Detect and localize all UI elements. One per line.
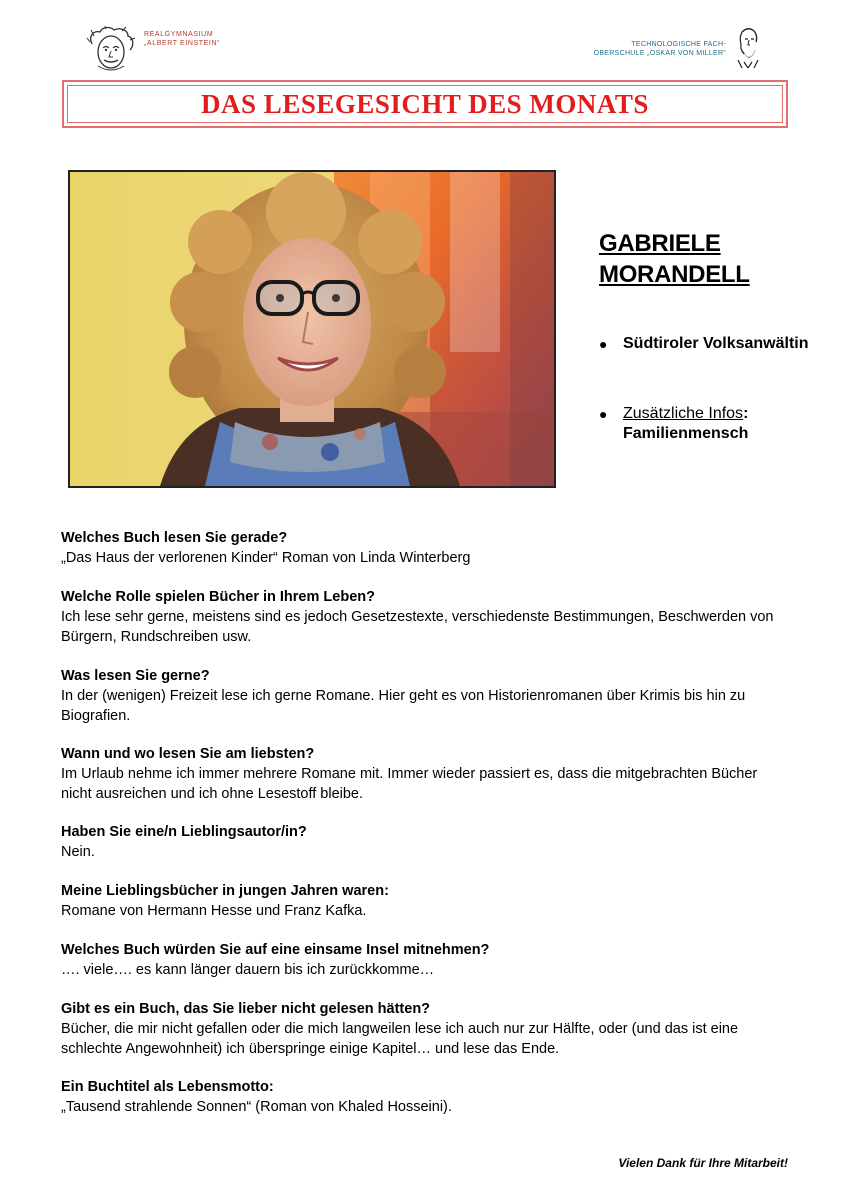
extra-info-label: Zusätzliche Infos	[623, 405, 744, 422]
qa-answer: „Das Haus der verlorenen Kinder“ Roman von Linda Winterberg	[61, 550, 471, 566]
qa-item	[61, 528, 791, 568]
bullet-dot-icon: ●	[599, 406, 608, 422]
qa-answer: Ich lese sehr gerne, meistens sind es jedoch Gesetzestexte, verschiedenste Bestimmungen, Beschwerden von Bürgern, Rundschreiben usw.	[61, 609, 774, 645]
qa-item	[61, 587, 791, 647]
left-school-line2: „ALBERT EINSTEIN“	[144, 40, 221, 47]
qa-item	[61, 666, 791, 726]
qa-item	[61, 999, 791, 1059]
qa-question: Haben Sie eine/n Lieblingsautor/in?	[61, 824, 307, 840]
portrait-photo	[68, 170, 556, 488]
left-school-line1: REALGYMNASIUM	[144, 31, 214, 38]
extra-info-colon: :	[743, 405, 749, 422]
qa-item	[61, 744, 791, 804]
qa-item	[61, 822, 791, 862]
qa-question: Meine Lieblingsbücher in jungen Jahren waren:	[61, 883, 389, 899]
portrait-illustration	[70, 172, 554, 486]
person-last-name: MORANDELL	[599, 261, 750, 288]
qa-question: Was lesen Sie gerne?	[61, 668, 210, 684]
bullet-role	[599, 334, 809, 354]
qa-question: Wann und wo lesen Sie am liebsten?	[61, 746, 315, 762]
qa-answer: Nein.	[61, 844, 95, 860]
right-school-line1: TECHNOLOGISCHE FACH-	[631, 41, 726, 48]
title-box	[62, 80, 788, 128]
left-school-name	[144, 30, 220, 48]
qa-question: Welches Buch lesen Sie gerade?	[61, 530, 288, 546]
qa-item	[61, 940, 791, 980]
right-school-line2: OBERSCHULE „OSKAR VON MILLER“	[593, 50, 726, 57]
oskar-von-miller-face-logo	[734, 26, 762, 68]
header-right-logo-group	[594, 26, 762, 68]
qa-answer: …. viele…. es kann länger dauern bis ich zurückkomme…	[61, 962, 435, 978]
bullet-extra-info	[599, 404, 748, 444]
right-school-name	[594, 40, 726, 58]
extra-info-text	[623, 404, 748, 444]
person-first-name: GABRIELE	[599, 230, 721, 257]
qa-item	[61, 881, 791, 921]
qa-item	[61, 1077, 791, 1117]
header-left-logo-group	[86, 26, 220, 72]
bullet-dot-icon: ●	[599, 336, 608, 352]
einstein-face-logo	[86, 26, 136, 72]
page-title: DAS LESEGESICHT DES MONATS	[201, 88, 649, 119]
extra-info-value: Familienmensch	[623, 425, 749, 442]
title-box-inner	[67, 85, 783, 123]
qa-question: Ein Buchtitel als Lebensmotto:	[61, 1079, 274, 1095]
qa-answer: „Tausend strahlende Sonnen“ (Roman von Khaled Hosseini).	[61, 1099, 452, 1115]
qa-answer: Im Urlaub nehme ich immer mehrere Romane mit. Immer wieder passiert es, dass die mitgebrachten Bücher nicht ausreichen und ich ohne Lesestoff bleibe.	[61, 766, 758, 802]
qa-answer: Romane von Hermann Hesse und Franz Kafka.	[61, 903, 367, 919]
person-name	[599, 228, 750, 290]
qa-answer: Bücher, die mir nicht gefallen oder die mich langweilen lese ich auch nur zur Hälfte, oder (und das ist eine schlechte Angewohnheit) ich überspringe einige Kapitel… und lese das Ende.	[61, 1021, 739, 1057]
qa-question: Welches Buch würden Sie auf eine einsame Insel mitnehmen?	[61, 942, 490, 958]
qa-answer: In der (wenigen) Freizeit lese ich gerne Romane. Hier geht es von Historienromanen über Krimis bis hin zu Biografien.	[61, 688, 746, 724]
person-role: Südtiroler Volksanwältin	[623, 335, 809, 352]
qa-question: Gibt es ein Buch, das Sie lieber nicht gelesen hätten?	[61, 1001, 431, 1017]
thanks-note: Vielen Dank für Ihre Mitarbeit!	[618, 1156, 788, 1170]
qa-question: Welche Rolle spielen Bücher in Ihrem Leben?	[61, 589, 375, 605]
